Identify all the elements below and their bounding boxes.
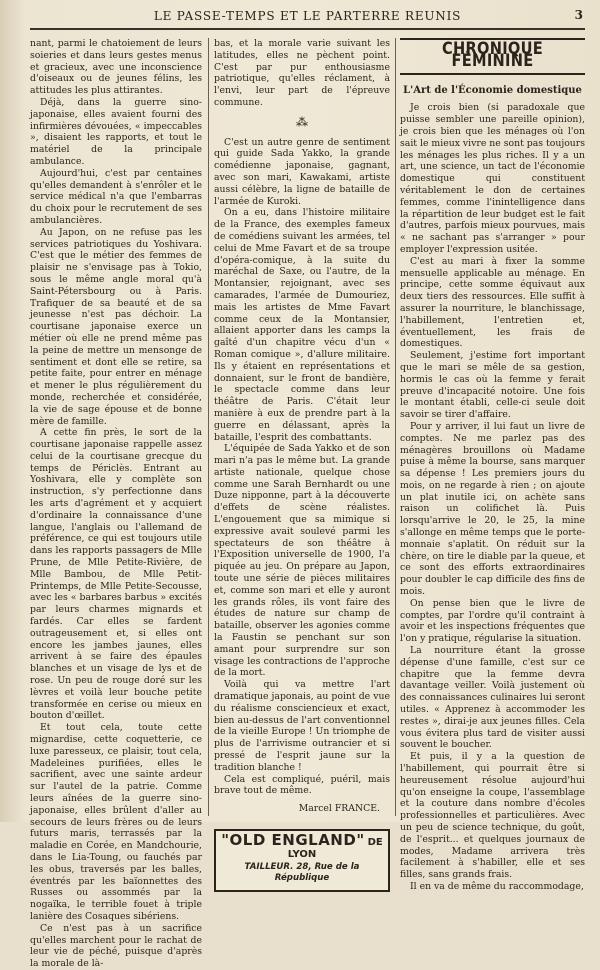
column-rule-right xyxy=(395,38,396,816)
paragraph: Seulement, j'estime fort important que le mari se mêle de sa gestion, hormis le cas où la femme y ferait preuve d'incapacité notoire. Une fois le montant établi, celle-ci seule doit savoir se tirer d'affaire. xyxy=(400,350,585,421)
paragraph: L'équipée de Sada Yakko et de son mari n'a pas le même but. La grande artiste nationale, quelque chose comme une Sarah Bernhardt ou une Duze nipponne, part à la découverte d'effets de scène réalistes. L'engouement que sa mimique si expressive avait soulevé parmi les spectateurs de son théâtre à l'Exposition universelle de 1900, l'a piquée au jeu. On prépare au Japon, toute une série de pièces militaires et, comme son mari et elle y auront les grands rôles, ils vont faire des études de nature sur champ de bataille, observer les agonies comme la Faustin se penchant sur son amant pour surprendre sur son visage les contractions de l'approche de la mort. xyxy=(214,443,390,679)
left-column xyxy=(30,38,202,970)
middle-column xyxy=(214,38,390,884)
paragraph: Aujourd'hui, c'est par centaines qu'elles demandent à s'enrôler et le service médical n'a que l'embarras du choix pour le recrutement de ses ambulancières. xyxy=(30,167,202,226)
paragraph: La nourriture étant la grosse dépense d'une famille, c'est sur ce chapitre que la femme devra davantage veiller. Voilà justement où des connaissances culinaires lui seront utiles. « Apprenez à accommoder les restes », dirai-je aux jeunes filles. Cela vous évitera plus tard de visiter aussi souvent le boucher. xyxy=(400,645,585,751)
paragraph: Et puis, il y a la question de l'habillement, qui pourrait être si heureusement résolue aujourd'hui qu'on enseigne la coupe, l'assemblage et la couture dans nombre d'écoles professionnelles et particulières. Avec un peu de science technique, du goût, de l'esprit... et quelques journaux de modes, Madame arrivera très facilement à s'habiller, elle et ses filles, sans grands frais. xyxy=(400,751,585,881)
chronicle-heading-box xyxy=(400,38,585,75)
paragraph: nant, parmi le chatoiement de leurs soieries et dans leurs gestes menus et gracieux, avec une inconscience d'oiseaux ou de jeunes félins, les attitudes les plus attirantes. xyxy=(30,38,202,97)
paragraph: bas, et la morale varie suivant les latitudes, elles ne pèchent point. C'est par pur enthousiasme patriotique, qu'elles réclament, à l'envi, leur part de l'épreuve commune. xyxy=(214,38,390,108)
paragraph: Pour y arriver, il lui faut un livre de comptes. Ne me parlez pas des ménagères brouillons où Madame puise à même la bourse, sans marquer sa dépense ! Les premiers jours du mois, on ne regarde à rien ; on ajoute un plat inutile ici, on achète sans raison un colifichet là. Puis lorsqu'arrive le 20, le 25, la mine s'allonge en même temps que le porte-monnaie s'aplatit. On réduit sur la chère, on tire le diable par la queue, et ce sont des efforts extraordinaires pour doubler le cap difficile des fins de mois. xyxy=(400,420,585,598)
ad-brand-suffix: DE LYON xyxy=(287,837,383,860)
advertisement-box xyxy=(214,829,390,892)
paragraph: Cela est compliqué, puéril, mais brave tout de même. xyxy=(214,773,390,797)
paragraph: Ce n'est pas à un sacrifice qu'elles marchent pour le rachat de leur vie de péché, puisque d'après la morale de là- xyxy=(30,922,202,970)
paragraph: A cette fin près, le sort de la courtisane japonaise rappelle assez celui de la courtisane grecque du temps de Périclès. Entrant au Yoshivara, elle y complète son instruction, s'y perfectionne dans les arts d'agrément et y acquiert d'ordinaire la connaissance d'une langue, l'anglais ou l'allemand de préférence, ce qui est toujours utile dans les rapports passagers de Mlle Prune, de Mlle Petite-Rivière, de Mlle Bambou, de Mlle Petit-Printemps, de Mlle Petite-Secousse, avec les « barbares barbus » excités par leurs charmes mignards et fardés. Car elles se fardent outrageusement et, si elles ont encore les jambes jaunes, elles arrivent à se faire des épaules blanches et un visage de lys et de rose. Un peu de rouge doré sur les lèvres et voilà leur bouche petite transformée en cerise ou mieux en bouton d'œillet. xyxy=(30,427,202,722)
header-title: LE PASSE-TEMPS ET LE PARTERRE REUNIS xyxy=(153,9,462,23)
paragraph: Déjà, dans la guerre sino-japonaise, elles avaient fourni des infirmières dévouées, « impeccables », disaient les rapports, et tout le matériel de la principale ambulance. xyxy=(30,96,202,167)
section-ornament: ⁂ xyxy=(296,114,308,129)
chronicle-title: CHRONIQUE FÉMININE xyxy=(442,39,543,71)
paragraph: Voilà qui va mettre l'art dramatique japonais, au point de vue du réalisme consciencieux et exact, bien au-dessus de l'art conventionnel de la vieille Europe ! Un triomphe de plus de l'arrivisme outrancier et si pressé de l'esprit jaune sur la tradition blanche ! xyxy=(214,679,390,773)
ad-address: TAILLEUR. 28, Rue de la République xyxy=(244,861,360,884)
column-rule-left xyxy=(208,38,209,816)
running-header xyxy=(30,6,585,30)
page-number: 3 xyxy=(574,8,583,22)
paragraph: Je crois bien (si paradoxale que puisse sembler une pareille opinion), je crois bien que les ménages où l'on sait le mieux vivre ne sont pas toujours les ménages les plus riches. Il y a un art, une science, un tact de l'économie domestique qui constituent véritablement le don de certaines femmes, comme l'inintelligence dans la répartition de leur budget est le fait d'autres, parfois mieux pourvues, mais « ne sachant pas s'arranger » pour employer l'expression usitée. xyxy=(400,102,585,255)
paragraph: Et tout cela, toute cette mignardise, cette coquetterie, ce luxe paresseux, ce plaisir, tout cela, Madeleines purifiées, elles le sacrifient, avec une sainte ardeur sur l'autel de la patrie. Comme leurs aînées de la guerre sino-japonaise, elles brûlent d'aller au secours de leurs frères ou de leurs futurs maris, terrassés par la maladie en Corée, en Mandchourie, dans le Lia-Toung, ou fauchés par les obus, traversés par les balles, éventrés par les baïonnettes des Russes ou assommés par la nogaïka, le terrible fouet à triple lanière des Cosaques sibériens. xyxy=(30,722,202,922)
right-column xyxy=(400,38,585,892)
paragraph: C'est au mari à fixer la somme mensuelle applicable au ménage. En principe, cette somme équivaut aux deux tiers des ressources. Elle suffit à assurer la nourriture, le blanchissage, l'habillement, l'entretien et, éventuellement, les frais de domestiques. xyxy=(400,255,585,350)
ad-brand: "OLD ENGLAND" xyxy=(221,831,365,849)
paragraph: On a eu, dans l'histoire militaire de la France, des exemples fameux de comédiens suivant les armées, tel celui de Mme Favart et de sa troupe d'opéra-comique, à la suite du maréchal de Saxe, ou l'autre, de la Montansier, rejoignant, avec ses camarades, l'armée de Dumouriez, mais les artistes de Mme Favart comme ceux de la Montansier, allaient apporter dans les camps la gaîté d'un chapitre vécu d'un « Roman comique », d'allure militaire. Ils y étaient en représentations et donnaient, sur le front de bandière, le spectacle comme dans leur théâtre de Paris. C'était leur manière à eux de prendre part à la guerre en délassant, après la bataille, l'esprit des combattants. xyxy=(214,207,390,443)
paragraph: Au Japon, on ne refuse pas les services patriotiques du Yoshivara. C'est que le métier des femmes de plaisir ne s'envisage pas à Tokio, sous le même angle moral qu'à Saint-Pétersbourg ou à Paris. Trafiquer de sa beauté et de sa jeunesse n'est pas déchoir. La courtisane japonaise exerce un métier où elle ne prend même pas la peine de mettre un mensonge de sentiment et dont elle se retire, sa petite faite, pour entrer en ménage et mener le plus régulièrement du monde, recherchée et considérée, la vie de sage épouse et de bonne mère de famille. xyxy=(30,226,202,427)
chronicle-subtitle: L'Art de l'Économie domestique xyxy=(403,84,582,96)
paragraph: C'est un autre genre de sentiment qui guide Sada Yakko, la grande comédienne japonaise, gagnant, avec son mari, Kawakami, artiste aussi célèbre, la ligne de bataille de l'armée de Kuroki. xyxy=(214,136,390,207)
paragraph: On pense bien que le livre de comptes, par l'ordre qu'il contraint à avoir et les inspections fréquentes que l'on y pratique, régularise la situation. xyxy=(400,597,585,645)
article-signature: Marcel FRANCE. xyxy=(298,803,380,815)
paragraph: Il en va de même du raccommodage, xyxy=(410,880,584,892)
